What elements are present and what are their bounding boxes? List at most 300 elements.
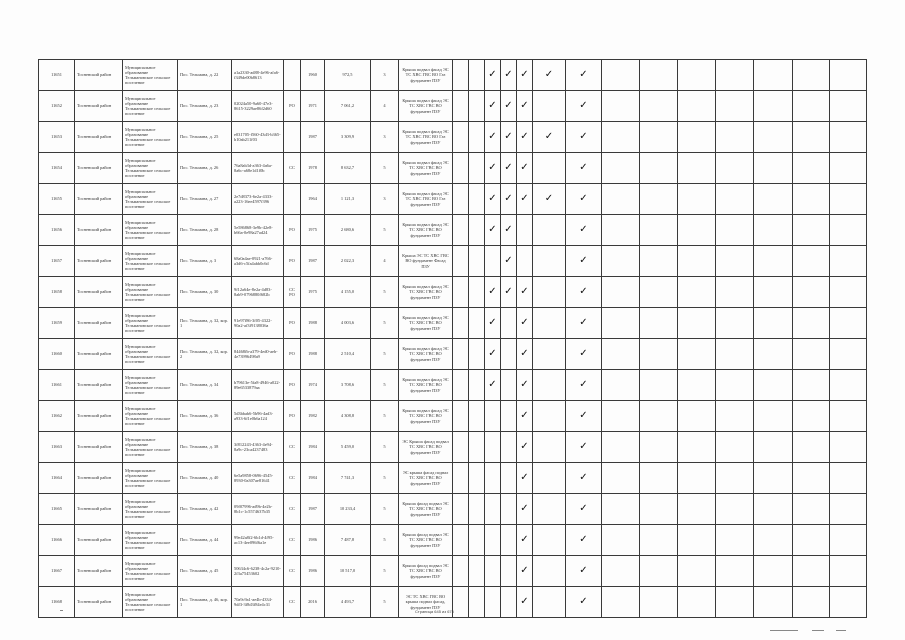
table-row <box>39 184 867 215</box>
table-row <box>39 122 867 153</box>
cell-area: 972,5 <box>325 60 371 91</box>
empty-cell <box>716 184 754 215</box>
cell-address: Пос. Тельмана, д. 42 <box>178 494 232 525</box>
empty-cell <box>830 339 867 370</box>
empty-cell <box>754 184 793 215</box>
empty-cell <box>602 308 640 339</box>
empty-cell <box>830 494 867 525</box>
empty-cell <box>602 494 640 525</box>
empty-cell <box>485 556 501 587</box>
empty-cell <box>754 587 793 618</box>
empty-cell <box>640 494 678 525</box>
cell-year: 1974 <box>301 370 325 401</box>
table-row <box>39 525 867 556</box>
check-mark-icon: ✓ <box>485 339 501 370</box>
empty-cell <box>485 432 501 463</box>
check-mark-icon: ✓ <box>501 60 517 91</box>
empty-cell <box>754 308 793 339</box>
empty-cell <box>533 339 566 370</box>
check-mark-icon: ✓ <box>517 60 533 91</box>
housing-register-table <box>38 59 867 618</box>
cell-district: Тосненский район <box>75 339 123 370</box>
empty-cell <box>602 215 640 246</box>
cell-district: Тосненский район <box>75 556 123 587</box>
empty-cell <box>469 91 485 122</box>
cell-owner: Муниципальное образование Тельмановское сельское поселение <box>123 432 178 463</box>
check-mark-icon: ✓ <box>533 60 566 91</box>
empty-cell <box>453 308 469 339</box>
empty-cell <box>754 153 793 184</box>
empty-cell <box>716 556 754 587</box>
cell-area: 8 632,7 <box>325 153 371 184</box>
empty-cell <box>793 525 830 556</box>
check-mark-icon: ✓ <box>501 122 517 153</box>
empty-cell <box>754 556 793 587</box>
cell-id: 11664 <box>39 463 75 494</box>
cell-district: Тосненский район <box>75 215 123 246</box>
check-mark-icon: ✓ <box>566 463 602 494</box>
cell-area: 4 155,0 <box>325 277 371 308</box>
empty-cell <box>469 184 485 215</box>
cell-id: 11662 <box>39 401 75 432</box>
table-row <box>39 60 867 91</box>
cell-owner: Муниципальное образование Тельмановское сельское поселение <box>123 277 178 308</box>
cell-district: Тосненский район <box>75 370 123 401</box>
empty-cell <box>501 525 517 556</box>
empty-cell <box>716 525 754 556</box>
empty-cell <box>469 308 485 339</box>
empty-cell <box>453 525 469 556</box>
cell-works: Крыша подвал фасад ЭС ТС ХВС ГВС ВО фундамент ПЗУ <box>399 370 453 401</box>
empty-cell <box>716 215 754 246</box>
empty-cell <box>453 184 469 215</box>
empty-cell <box>469 246 485 277</box>
cell-id: 11660 <box>39 339 75 370</box>
empty-cell <box>716 277 754 308</box>
cell-district: Тосненский район <box>75 60 123 91</box>
empty-cell <box>501 463 517 494</box>
empty-cell <box>485 494 501 525</box>
empty-cell <box>830 277 867 308</box>
empty-cell <box>678 494 716 525</box>
cell-works: Крыша подвал фасад ЭС ТС ХВС ГВС ВО фундамент ПЗУ <box>399 401 453 432</box>
empty-cell <box>602 246 640 277</box>
check-mark-icon: ✓ <box>566 184 602 215</box>
cell-floors: 5 <box>371 587 399 618</box>
check-mark-icon: ✓ <box>566 432 602 463</box>
empty-cell <box>602 184 640 215</box>
empty-cell <box>602 587 640 618</box>
empty-cell <box>485 463 501 494</box>
empty-cell <box>469 370 485 401</box>
cell-uuid: 91e97f86-3f05-4322-90a2-af3f9138036a <box>232 308 284 339</box>
cell-type: РО <box>284 401 301 432</box>
cell-floors: 5 <box>371 277 399 308</box>
empty-cell <box>602 153 640 184</box>
cell-floors: 5 <box>371 525 399 556</box>
empty-cell <box>453 494 469 525</box>
cell-floors: 3 <box>371 184 399 215</box>
table-row <box>39 432 867 463</box>
cell-works: Крыша подвал фасад ЭС ТС ХВС ГВС ВО фундамент ПЗУ <box>399 153 453 184</box>
table-row <box>39 215 867 246</box>
cell-district: Тосненский район <box>75 153 123 184</box>
empty-cell <box>453 277 469 308</box>
cell-type: СС <box>284 153 301 184</box>
empty-cell <box>716 463 754 494</box>
cell-address: Пос. Тельмана, д. 32, кор. 1 <box>178 308 232 339</box>
empty-cell <box>830 184 867 215</box>
cell-year: 1986 <box>301 556 325 587</box>
cell-type: РО <box>284 91 301 122</box>
cell-owner: Муниципальное образование Тельмановское сельское поселение <box>123 184 178 215</box>
check-mark-icon: ✓ <box>566 153 602 184</box>
cell-id: 11651 <box>39 60 75 91</box>
cell-works: Крыша подвал фасад ЭС ТС ХВС ГВС ВО Газ фундамент ПЗУ <box>399 184 453 215</box>
check-mark-icon: ✓ <box>501 184 517 215</box>
cell-owner: Муниципальное образование Тельмановское сельское поселение <box>123 153 178 184</box>
empty-cell <box>453 122 469 153</box>
cell-address: Пос. Тельмана, д. 3 <box>178 246 232 277</box>
cell-address: Пос. Тельмана, д. 25 <box>178 122 232 153</box>
cell-floors: 5 <box>371 432 399 463</box>
empty-cell <box>716 401 754 432</box>
empty-cell <box>678 432 716 463</box>
empty-cell <box>716 246 754 277</box>
cell-works: Крыша подвал фасад ЭС ТС ХВС ГВС ВО фундамент ПЗУ <box>399 215 453 246</box>
cell-id: 11666 <box>39 525 75 556</box>
empty-cell <box>793 246 830 277</box>
empty-cell <box>640 401 678 432</box>
empty-cell <box>469 525 485 556</box>
empty-cell <box>830 401 867 432</box>
cell-year: 1978 <box>301 153 325 184</box>
cell-owner: Муниципальное образование Тельмановское сельское поселение <box>123 525 178 556</box>
empty-cell <box>602 556 640 587</box>
cell-owner: Муниципальное образование Тельмановское сельское поселение <box>123 215 178 246</box>
empty-cell <box>640 308 678 339</box>
table-row <box>39 91 867 122</box>
cell-address: Пос. Тельмана, д. 26 <box>178 153 232 184</box>
empty-cell <box>716 370 754 401</box>
empty-cell <box>716 587 754 618</box>
cell-works: Крыша фасад подвал ЭС ТС ХВС ГВС ВО фундамент ПЗУ <box>399 556 453 587</box>
empty-cell <box>754 401 793 432</box>
empty-cell <box>517 246 533 277</box>
cell-address: Пос. Тельмана, д. 28 <box>178 215 232 246</box>
empty-cell <box>469 432 485 463</box>
cell-type: СС <box>284 556 301 587</box>
cell-year: 1984 <box>301 463 325 494</box>
cell-uuid: 5e586868-3e9b-42e8-b66a-0e98a27ad24 <box>232 215 284 246</box>
empty-cell <box>793 122 830 153</box>
empty-cell <box>716 153 754 184</box>
empty-cell <box>793 91 830 122</box>
cell-uuid: 02024a50-9a60-47e3-8615-3229ae86f2d60 <box>232 91 284 122</box>
empty-cell <box>640 339 678 370</box>
cell-floors: 5 <box>371 153 399 184</box>
empty-cell <box>640 432 678 463</box>
empty-cell <box>830 91 867 122</box>
cell-type: СС <box>284 587 301 618</box>
empty-cell <box>678 184 716 215</box>
check-mark-icon: ✓ <box>566 277 602 308</box>
cell-area: 7 061,2 <box>325 91 371 122</box>
empty-cell <box>793 463 830 494</box>
scan-mark <box>770 630 798 631</box>
empty-cell <box>793 494 830 525</box>
cell-district: Тосненский район <box>75 525 123 556</box>
empty-cell <box>793 432 830 463</box>
empty-cell <box>678 215 716 246</box>
cell-works: ЭС крыша фасад подвал ТС ХВС ГВС ВО фундамент ПЗУ <box>399 463 453 494</box>
cell-year: 2016 <box>301 587 325 618</box>
empty-cell <box>640 556 678 587</box>
cell-address: Пос. Тельмана, д. 38 <box>178 432 232 463</box>
empty-cell <box>485 587 501 618</box>
empty-cell <box>640 370 678 401</box>
empty-cell <box>501 308 517 339</box>
check-mark-icon: ✓ <box>485 91 501 122</box>
cell-uuid: 9f12a64e-8e2a-4d83-8ab9-0796880f682b <box>232 277 284 308</box>
check-mark-icon: ✓ <box>566 246 602 277</box>
empty-cell <box>469 277 485 308</box>
empty-cell <box>830 308 867 339</box>
cell-owner: Муниципальное образование Тельмановское сельское поселение <box>123 370 178 401</box>
empty-cell <box>485 525 501 556</box>
empty-cell <box>533 432 566 463</box>
cell-uuid: 76a8ab3d-a363-4a6a-8a6c-a68e1d1f0b <box>232 153 284 184</box>
check-mark-icon: ✓ <box>485 277 501 308</box>
cell-address: Пос. Тельмана, д. 34 <box>178 370 232 401</box>
empty-cell <box>533 525 566 556</box>
empty-cell <box>501 370 517 401</box>
cell-district: Тосненский район <box>75 246 123 277</box>
cell-year: 1987 <box>301 494 325 525</box>
table-row <box>39 494 867 525</box>
cell-uuid: e031705-f560-43d3-b365-b10ab211f03 <box>232 122 284 153</box>
empty-cell <box>640 215 678 246</box>
cell-district: Тосненский район <box>75 277 123 308</box>
empty-cell <box>678 277 716 308</box>
cell-uuid: 68a0a4ae-0921-a766-a3d6-c5fa4abb0c6d <box>232 246 284 277</box>
empty-cell <box>793 184 830 215</box>
table-row <box>39 401 867 432</box>
cell-address: Пос. Тельмана, д. 36 <box>178 401 232 432</box>
check-mark-icon: ✓ <box>566 91 602 122</box>
empty-cell <box>716 60 754 91</box>
empty-cell <box>830 122 867 153</box>
check-mark-icon: ✓ <box>533 184 566 215</box>
empty-cell <box>754 432 793 463</box>
cell-owner: Муниципальное образование Тельмановское сельское поселение <box>123 91 178 122</box>
check-mark-icon: ✓ <box>533 122 566 153</box>
cell-year: 1988 <box>301 308 325 339</box>
cell-area: 10 233,4 <box>325 494 371 525</box>
empty-cell <box>485 401 501 432</box>
cell-uuid: 3f812243-4363-4e94-8a9c-23ca4237483 <box>232 432 284 463</box>
check-mark-icon: ✓ <box>566 215 602 246</box>
empty-cell <box>640 463 678 494</box>
cell-district: Тосненский район <box>75 184 123 215</box>
check-mark-icon: ✓ <box>517 463 533 494</box>
empty-cell <box>533 401 566 432</box>
empty-cell <box>640 153 678 184</box>
cell-owner: Муниципальное образование Тельмановское сельское поселение <box>123 401 178 432</box>
empty-cell <box>754 60 793 91</box>
cell-floors: 5 <box>371 463 399 494</box>
cell-year: 1987 <box>301 122 325 153</box>
cell-year: 1960 <box>301 60 325 91</box>
empty-cell <box>678 339 716 370</box>
check-mark-icon: ✓ <box>485 370 501 401</box>
cell-district: Тосненский район <box>75 91 123 122</box>
empty-cell <box>830 463 867 494</box>
cell-id: 11665 <box>39 494 75 525</box>
check-mark-icon: ✓ <box>485 184 501 215</box>
cell-area: 4 493,7 <box>325 587 371 618</box>
check-mark-icon: ✓ <box>501 153 517 184</box>
empty-cell <box>678 556 716 587</box>
cell-type: СС <box>284 463 301 494</box>
check-mark-icon: ✓ <box>485 60 501 91</box>
check-mark-icon: ✓ <box>566 556 602 587</box>
empty-cell <box>716 432 754 463</box>
empty-cell <box>602 339 640 370</box>
cell-floors: 3 <box>371 122 399 153</box>
empty-cell <box>602 277 640 308</box>
empty-cell <box>830 215 867 246</box>
empty-cell <box>453 153 469 184</box>
cell-works: ЭС Крыша фасад подвал ТС ХВС ГВС ВО фундамент ПЗУ <box>399 432 453 463</box>
cell-works: ЭС ТС ХВС ГВС ВО крыша подвал фасад, фундамент ПЗУ <box>399 587 453 618</box>
empty-cell <box>602 463 640 494</box>
cell-type: РО <box>284 246 301 277</box>
cell-owner: Муниципальное образование Тельмановское сельское поселение <box>123 494 178 525</box>
cell-owner: Муниципальное образование Тельмановское сельское поселение <box>123 339 178 370</box>
table-row <box>39 370 867 401</box>
empty-cell <box>640 277 678 308</box>
table-row <box>39 153 867 184</box>
cell-year: 1986 <box>301 525 325 556</box>
empty-cell <box>640 60 678 91</box>
cell-uuid: 84468fb-a379-4ed0-aeb-4e73996498a9 <box>232 339 284 370</box>
cell-owner: Муниципальное образование Тельмановское сельское поселение <box>123 587 178 618</box>
cell-works: Крыша подвал фасад ЭС ТС ХВС ГВС ВО фундамент ПЗУ <box>399 91 453 122</box>
cell-works: Крыша подвал фасад ЭС ТС ХВС ГВС ВО фундамент ПЗУ <box>399 277 453 308</box>
cell-area: 2 680,6 <box>325 215 371 246</box>
check-mark-icon: ✓ <box>485 153 501 184</box>
cell-year: 1975 <box>301 277 325 308</box>
empty-cell <box>453 246 469 277</box>
empty-cell <box>453 556 469 587</box>
empty-cell <box>533 308 566 339</box>
check-mark-icon: ✓ <box>501 246 517 277</box>
cell-area: 2 022,3 <box>325 246 371 277</box>
cell-floors: 3 <box>371 60 399 91</box>
check-mark-icon: ✓ <box>517 370 533 401</box>
check-mark-icon: ✓ <box>566 587 602 618</box>
check-mark-icon: ✓ <box>517 91 533 122</box>
empty-cell <box>453 60 469 91</box>
check-mark-icon: ✓ <box>517 494 533 525</box>
empty-cell <box>453 91 469 122</box>
empty-cell <box>453 215 469 246</box>
empty-cell <box>501 587 517 618</box>
table-body <box>39 60 867 618</box>
cell-works: Крыша подвал фасад ЭС ТС ХВС ГВС ВО Газ фундамент ПЗУ <box>399 60 453 91</box>
table-row <box>39 463 867 494</box>
cell-works: Крыша подвал фасад ЭС ТС ХВС ГВС ВО Газ фундамент ПЗУ <box>399 122 453 153</box>
table-row <box>39 308 867 339</box>
empty-cell <box>830 153 867 184</box>
empty-cell <box>533 246 566 277</box>
cell-address: Пос. Тельмана, д. 32, кор. 2 <box>178 339 232 370</box>
check-mark-icon: ✓ <box>501 277 517 308</box>
empty-cell <box>640 184 678 215</box>
check-mark-icon: ✓ <box>517 184 533 215</box>
cell-type: РО <box>284 339 301 370</box>
empty-cell <box>678 153 716 184</box>
empty-cell <box>793 556 830 587</box>
cell-id: 11654 <box>39 153 75 184</box>
table-row <box>39 246 867 277</box>
cell-type: СС <box>284 525 301 556</box>
empty-cell <box>469 401 485 432</box>
cell-uuid: 99e42a8f2-6b1d-4f95-ac13-4ee096f6a1e <box>232 525 284 556</box>
cell-district: Тосненский район <box>75 308 123 339</box>
empty-cell <box>793 339 830 370</box>
cell-owner: Муниципальное образование Тельмановское сельское поселение <box>123 308 178 339</box>
cell-area: 10 517,0 <box>325 556 371 587</box>
check-mark-icon: ✓ <box>566 494 602 525</box>
cell-address: Пос. Тельмана, д. 45 <box>178 556 232 587</box>
cell-floors: 5 <box>371 215 399 246</box>
check-mark-icon: ✓ <box>566 60 602 91</box>
empty-cell <box>469 556 485 587</box>
empty-cell <box>754 122 793 153</box>
cell-owner: Муниципальное образование Тельмановское сельское поселение <box>123 246 178 277</box>
empty-cell <box>469 215 485 246</box>
cell-address: Пос. Тельмана, д. 22 <box>178 60 232 91</box>
cell-type: РО <box>284 215 301 246</box>
check-mark-icon: ✓ <box>501 91 517 122</box>
cell-district: Тосненский район <box>75 122 123 153</box>
empty-cell <box>517 215 533 246</box>
cell-id: 11661 <box>39 370 75 401</box>
empty-cell <box>830 587 867 618</box>
cell-id: 11656 <box>39 215 75 246</box>
cell-year: 1982 <box>301 401 325 432</box>
check-mark-icon: ✓ <box>566 370 602 401</box>
empty-cell <box>453 370 469 401</box>
check-mark-icon: ✓ <box>566 339 602 370</box>
empty-cell <box>716 122 754 153</box>
cell-id: 11653 <box>39 122 75 153</box>
empty-cell <box>533 556 566 587</box>
empty-cell <box>678 587 716 618</box>
empty-cell <box>602 401 640 432</box>
empty-cell <box>640 91 678 122</box>
empty-cell <box>754 370 793 401</box>
cell-district: Тосненский район <box>75 432 123 463</box>
cell-uuid: b79613e-5fa8-4946-a022-89e6533879aa <box>232 370 284 401</box>
cell-type <box>284 184 301 215</box>
empty-cell <box>754 277 793 308</box>
cell-type: СС РО <box>284 277 301 308</box>
cell-owner: Муниципальное образование Тельмановское сельское поселение <box>123 463 178 494</box>
empty-cell <box>830 525 867 556</box>
